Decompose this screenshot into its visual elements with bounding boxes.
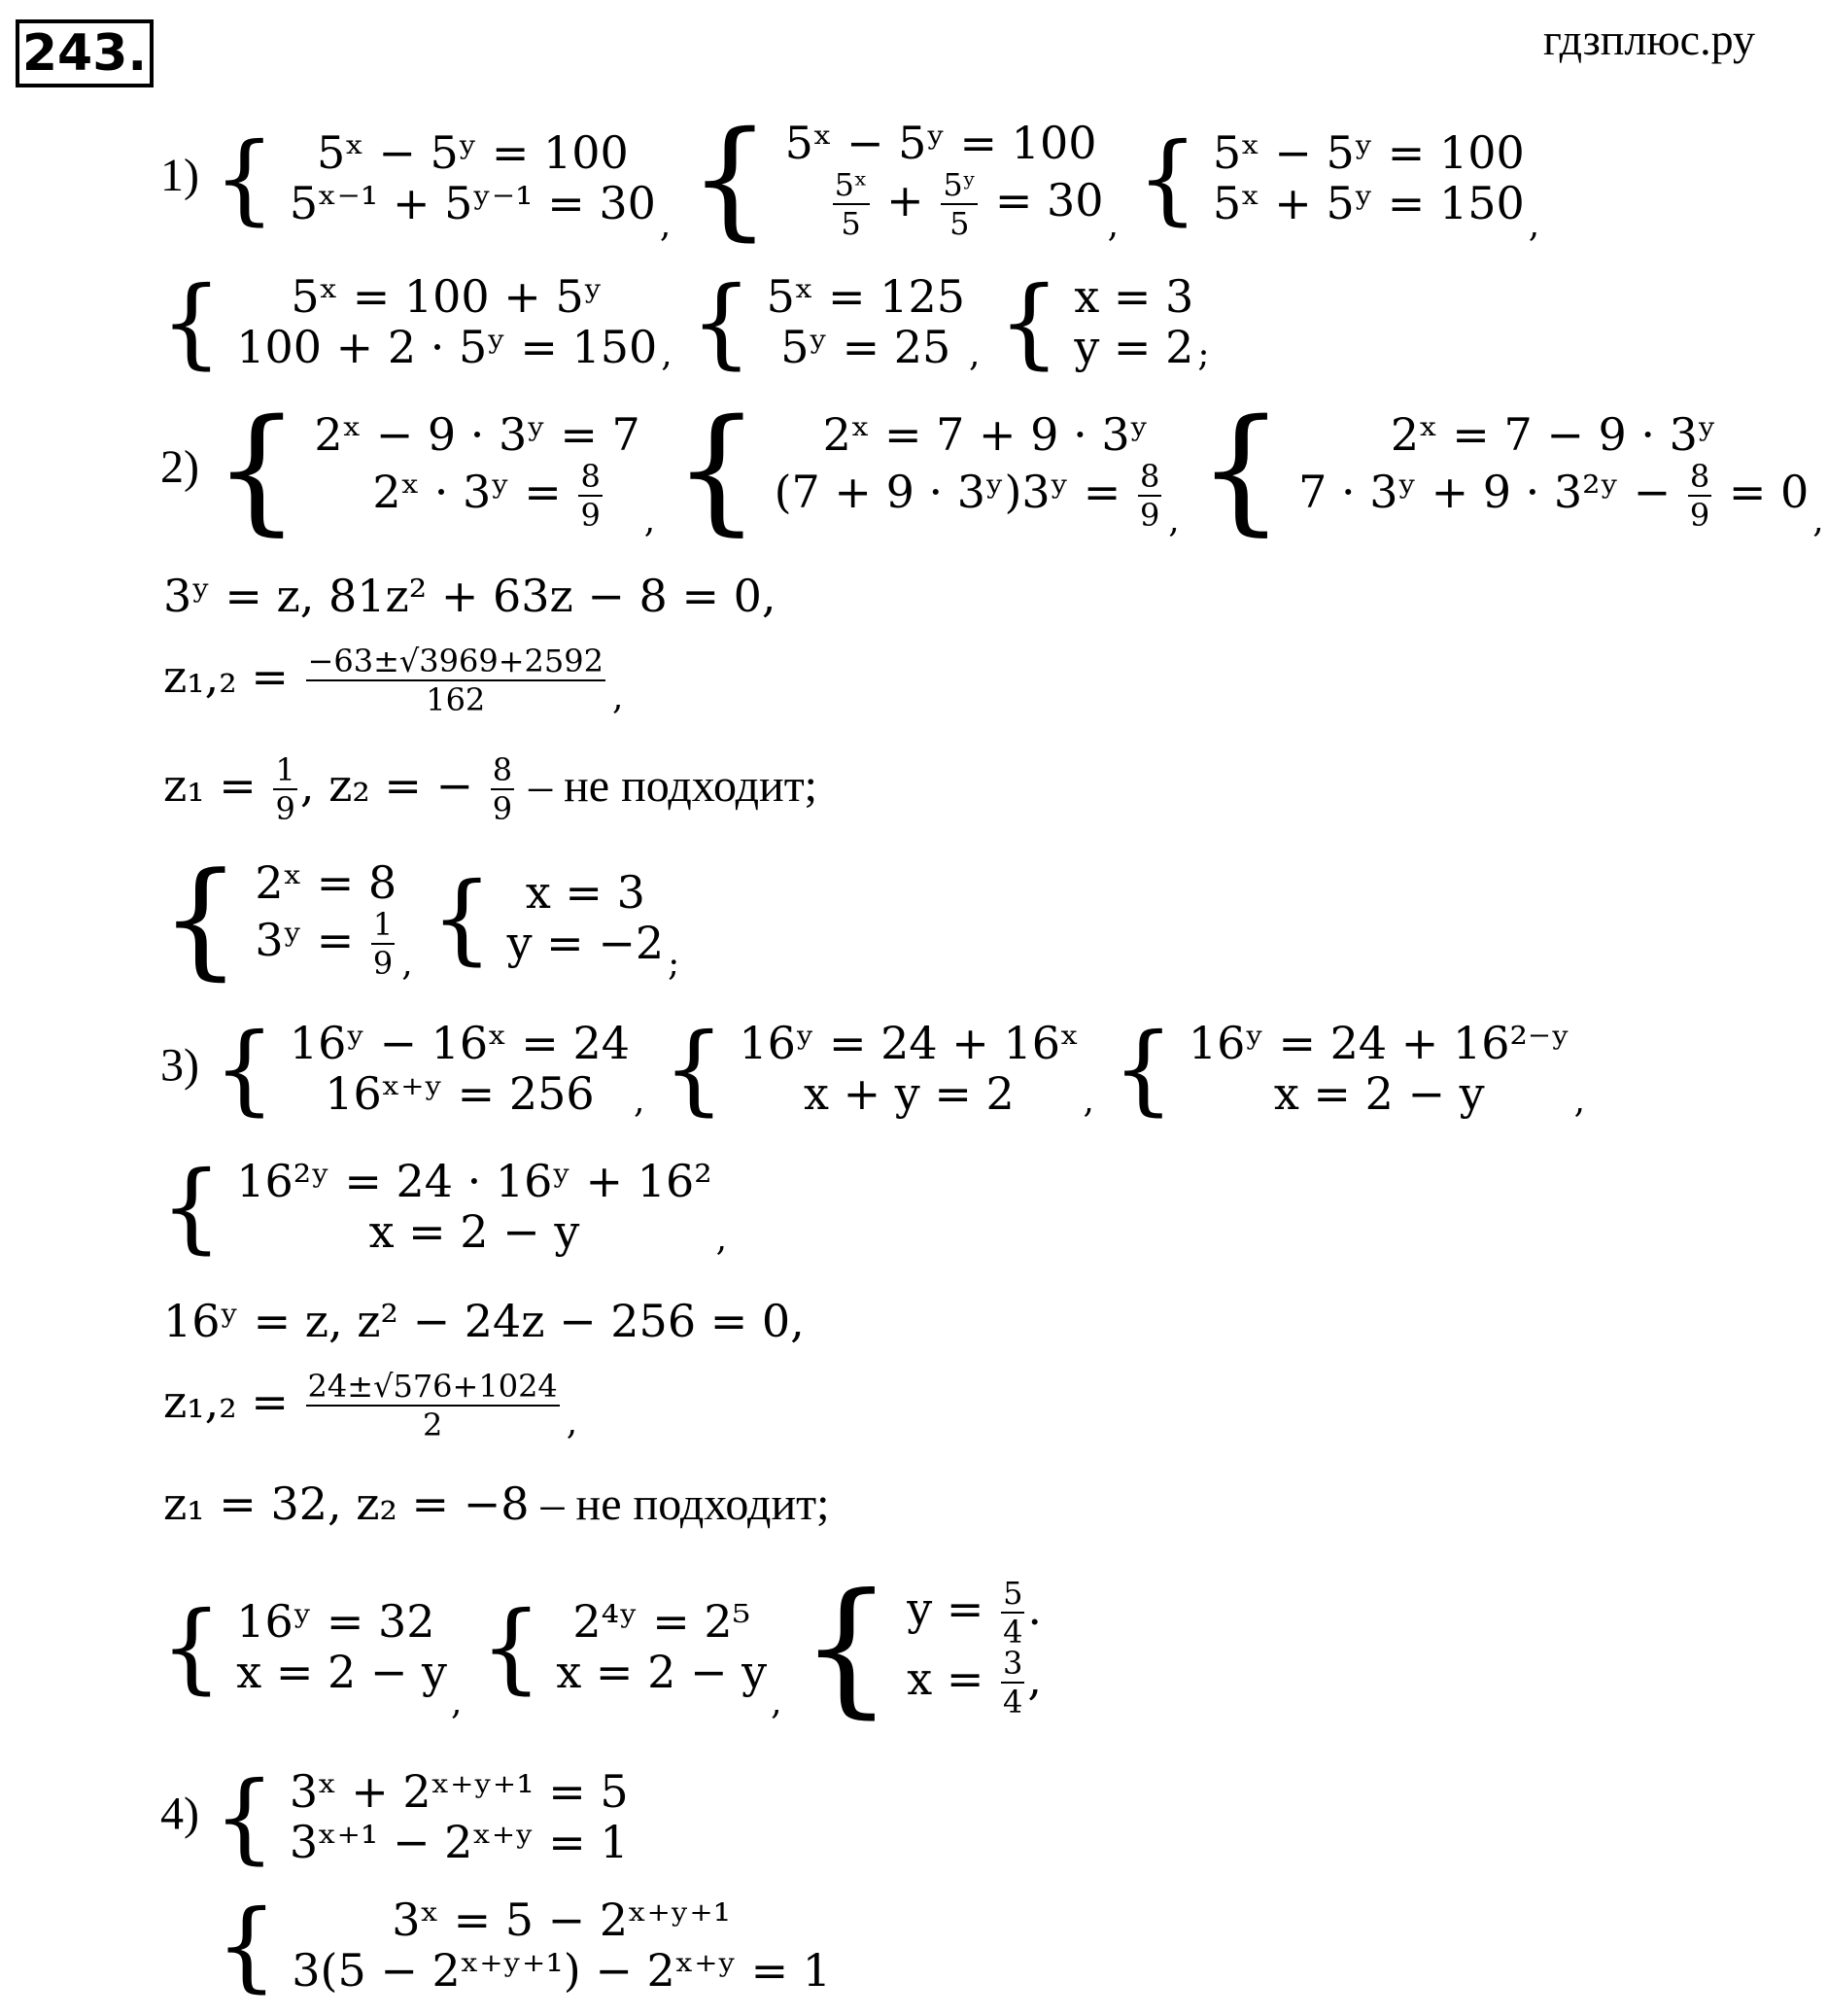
frac-num: 5ˣ — [834, 165, 868, 203]
eq: 2ˣ = 7 + 9 · 3ʸ — [822, 408, 1150, 462]
eq: z₁ = — [163, 759, 257, 812]
eq: 5ˣ⁻¹ + 5ʸ⁻¹ = 30 — [289, 177, 656, 229]
eq: z₁,₂ = — [163, 1375, 289, 1428]
eq: 2ˣ · 3ʸ = — [372, 465, 562, 518]
part3-z1-z2 — [163, 1477, 830, 1530]
frac-den: 9 — [492, 790, 513, 827]
brace: { — [690, 264, 752, 379]
frac-num: 8 — [1689, 457, 1710, 495]
brace: { — [216, 1888, 278, 2002]
brace: { — [213, 391, 300, 549]
frac-den: 9 — [1689, 496, 1710, 534]
eq: x = 2 − y — [1273, 1066, 1485, 1120]
part1-line2: { 5ˣ = 100 + 5ʸ 100 + 2 · 5ʸ = 150 , { 5ˣ = 125 5ʸ = 25 , { x = 3 y = 2 ; — [160, 264, 1210, 379]
frac-num: 5 — [1003, 1575, 1023, 1612]
eq: 3(5 − 2ˣ⁺ʸ⁺¹) − 2ˣ⁺ʸ = 1 — [292, 1943, 832, 1997]
part2-system3 — [1298, 408, 1810, 534]
eq: x + y = 2 — [804, 1066, 1015, 1120]
frac-num: 8 — [492, 751, 513, 788]
eq: 16ʸ = 24 + 16ˣ — [739, 1017, 1080, 1069]
reject-note: – не подходит; — [517, 760, 818, 812]
frac-num: 1 — [372, 905, 394, 943]
eq: y = 2 — [1074, 320, 1194, 373]
eq: 16ˣ⁺ʸ = 256 — [325, 1066, 595, 1120]
eq: x = 2 − y — [236, 1646, 448, 1698]
op: + — [886, 173, 924, 226]
eq: z₁,₂ = — [163, 650, 289, 703]
part4-line2 — [216, 1888, 832, 2002]
eq: 2ˣ = 7 − 9 · 3ʸ — [1390, 408, 1717, 462]
frac-num: 5ʸ — [943, 165, 977, 203]
part1-system3 — [1213, 128, 1525, 228]
brace: { — [431, 861, 493, 975]
eq: z₂ = − — [328, 759, 474, 812]
frac-den: 162 — [426, 681, 486, 718]
brace: { — [998, 264, 1060, 379]
eq: 5ˣ − 5ʸ = 100 — [1212, 126, 1525, 180]
frac-den: 2 — [422, 1407, 443, 1443]
part1-system4 — [236, 272, 657, 372]
eq: (7 + 9 · 3ʸ)3ʸ = — [774, 465, 1121, 518]
part3-system5 — [236, 1597, 447, 1697]
frac-den: 5 — [949, 204, 970, 242]
part2-z12: z₁,₂ = $\frac{-63\pm√3969+2592}{162}$ , — [163, 643, 624, 718]
brace: { — [160, 1590, 223, 1704]
brace: { — [1112, 1011, 1175, 1126]
eq: 16ʸ − 16ˣ = 24 — [289, 1017, 631, 1069]
part3-substitution: 16ʸ = z, z² − 24z − 256 = 0, — [163, 1295, 805, 1347]
eq: 7 · 3ʸ + 9 · 3²ʸ − — [1298, 465, 1672, 518]
part4-line1 — [160, 1759, 629, 1874]
brace: { — [213, 122, 276, 235]
part3-z12: z₁,₂ = $\frac{24\pm√576+1024}{2}$ , — [163, 1368, 578, 1443]
site-name: гдзплюс.ру — [1543, 15, 1755, 64]
eq: 2ˣ − 9 · 3ʸ = 7 — [314, 408, 640, 462]
problem-number: 243. — [16, 19, 154, 87]
eq: z₁ = 32, z₂ = −8 — [163, 1477, 530, 1530]
eq: x = 2 − y — [556, 1646, 768, 1698]
part1-system6 — [1074, 272, 1193, 372]
part1-system5 — [767, 272, 965, 372]
brace: { — [663, 1011, 725, 1126]
eq: 16²ʸ = 24 · 16ʸ + 16² — [236, 1155, 712, 1207]
frac-den: 9 — [580, 496, 601, 534]
frac-den: 4 — [1003, 1684, 1023, 1721]
part2-system1 — [314, 408, 640, 534]
frac-den: 9 — [1139, 496, 1160, 534]
eq: 3ˣ = 5 − 2ˣ⁺ʸ⁺¹ — [392, 1894, 732, 1946]
part2-system2 — [774, 408, 1165, 534]
eq: 5ˣ − 5ʸ = 100 — [316, 126, 629, 180]
part3-label: 3) — [160, 1039, 199, 1092]
frac-num: 24±√576+1024 — [307, 1368, 558, 1405]
part1-system1 — [290, 128, 656, 228]
eq: x = 3 — [1074, 270, 1194, 323]
frac-num: 8 — [1139, 457, 1160, 495]
part2-z1-z2: z₁ = $\frac{1}{9}$ , z₂ = − $\frac{8}{9}$ – не подходит; — [163, 751, 818, 827]
brace: { — [160, 1149, 223, 1264]
eq: 5ʸ = 25 — [780, 320, 951, 373]
part2-line-final: { 2ˣ = 8 3ʸ = $\frac{1}{9}$ , { x = 3 y = −2 ; — [160, 845, 680, 992]
eq-rest: = 30 — [994, 173, 1104, 226]
part1-line1: 1) { 5ˣ − 5ʸ = 100 5ˣ⁻¹ + 5ʸ⁻¹ = 30 , { 5ˣ − 5ʸ = 100 $\frac{\text{5ˣ}}{5}$ + $\frac{\text{5ʸ}}{5}$ = 30 , { 5ˣ − 5ʸ = 100 5ˣ + 5ʸ = 150 , — [160, 104, 1540, 254]
eq: 3ˣ⁺¹ − 2ˣ⁺ʸ = 1 — [289, 1815, 629, 1868]
eq: 5ˣ = 125 — [766, 270, 965, 323]
part3-system2 — [739, 1019, 1079, 1119]
frac-num: 8 — [580, 457, 601, 495]
brace: { — [689, 104, 771, 254]
eq: x = 3 — [525, 866, 645, 920]
eq: y = −2 — [506, 917, 665, 969]
eq: 5ˣ = 100 + 5ʸ — [291, 270, 604, 323]
part2-system5 — [507, 868, 665, 968]
brace: { — [213, 1759, 276, 1874]
part1-label: 1) — [160, 150, 199, 201]
part3-system3 — [1189, 1019, 1570, 1119]
eq: 5ˣ + 5ʸ = 150 — [1212, 177, 1525, 229]
frac-den: 5 — [841, 204, 861, 242]
part2-line1: 2) { 2ˣ − 9 · 3ʸ = 7 2ˣ · 3ʸ = $\frac{8}{9}$ , { 2ˣ = 7 + 9 · 3ʸ (7 + 9 · 3ʸ)3ʸ = $\frac{8}{9}$ , { 2ˣ = 7 − 9 · 3ʸ 7 · 3ʸ + 9 · 3²ʸ − $\frac{8}{9}$ = 0 , — [160, 391, 1824, 549]
eq-rest: = 0 — [1728, 465, 1810, 518]
part3-system4 — [236, 1157, 711, 1257]
brace: { — [213, 1011, 276, 1126]
eq: x = — [907, 1652, 984, 1705]
eq: 16ʸ = 32 — [236, 1595, 435, 1649]
eq: x = 2 − y — [368, 1204, 580, 1258]
eq: 100 + 2 · 5ʸ = 150 — [236, 320, 658, 373]
eq: 5ˣ − 5ʸ = 100 — [784, 117, 1097, 170]
part3-line-final: { 16ʸ = 32 x = 2 − y , { 2⁴ʸ = 2⁵ x = 2 − y , { y = $\frac{5}{4}$ . x = $\frac{3}{4}$ , — [160, 1563, 1043, 1732]
part2-label: 2) — [160, 441, 199, 493]
brace: { — [800, 1563, 893, 1732]
brace: { — [1197, 391, 1285, 549]
frac-num: −63±√3969+2592 — [307, 643, 604, 679]
frac-num: 3 — [1003, 1645, 1023, 1682]
brace: { — [1136, 122, 1199, 235]
brace: { — [480, 1590, 542, 1704]
part4-system1 — [290, 1767, 629, 1867]
part3-line2: { 16²ʸ = 24 · 16ʸ + 16² x = 2 − y , — [160, 1149, 728, 1264]
reject-note: – не подходит; — [529, 1478, 830, 1530]
eq: 2⁴ʸ = 2⁵ — [572, 1595, 751, 1649]
part3-system7: y = $\frac{5}{4}$ . x = $\frac{3}{4}$ , — [907, 1575, 1043, 1721]
part4-system2 — [292, 1895, 831, 1996]
frac-num: 1 — [275, 751, 295, 788]
eq: 3ˣ + 2ˣ⁺ʸ⁺¹ = 5 — [289, 1765, 629, 1818]
brace: { — [160, 845, 241, 992]
eq: 16ʸ = 24 + 16²⁻ʸ — [1188, 1017, 1570, 1069]
brace: { — [160, 264, 223, 379]
part2-substitution: 3ʸ = z, 81z² + 63z − 8 = 0, — [163, 570, 776, 622]
eq: y = — [907, 1582, 984, 1635]
part4-label: 4) — [160, 1788, 199, 1840]
part2-system4 — [255, 856, 397, 982]
part3-system1 — [290, 1019, 630, 1119]
eq: 3ʸ = — [255, 913, 355, 966]
brace: { — [673, 391, 760, 549]
part3-line1: 3) { 16ʸ − 16ˣ = 24 16ˣ⁺ʸ = 256 , { 16ʸ = 24 + 16ˣ x + y = 2 , { 16ʸ = 24 + 16²⁻ʸ x = 2 − y , — [160, 1011, 1586, 1126]
part3-system6 — [556, 1597, 767, 1697]
eq: 2ˣ = 8 — [255, 856, 397, 910]
part1-system2 — [784, 117, 1104, 242]
frac-den: 9 — [275, 790, 295, 827]
frac-den: 9 — [372, 944, 394, 982]
frac-den: 4 — [1003, 1614, 1023, 1651]
